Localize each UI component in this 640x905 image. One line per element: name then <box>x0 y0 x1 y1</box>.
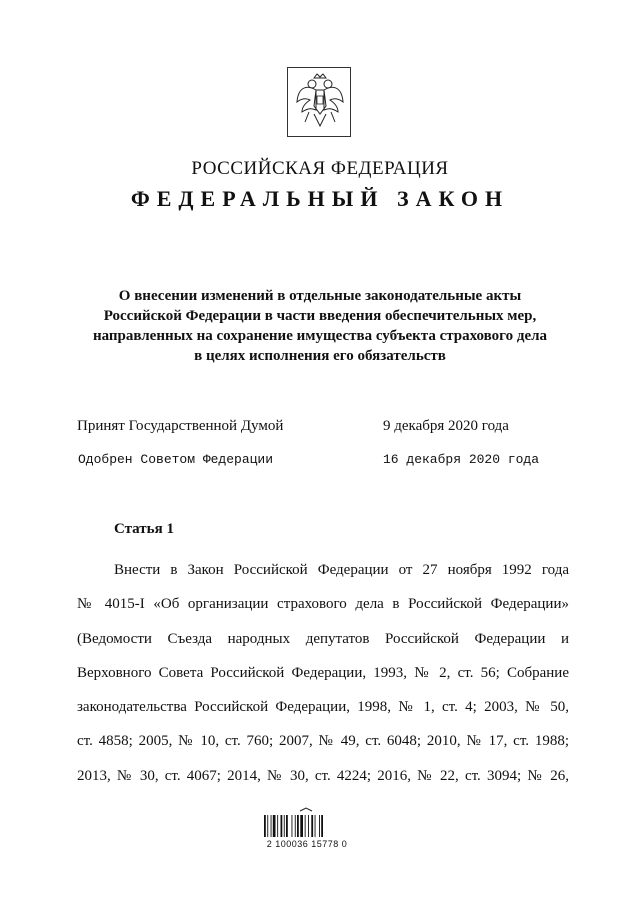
body-line: законодательства Российской Федерации, 1998, № 1, ст. 4; 2003, № 50, <box>77 699 569 716</box>
barcode-bar <box>284 815 285 837</box>
council-label: Одобрен Советом Федерации <box>78 452 274 467</box>
title-line: направленных на сохранение имущества субъекта страхового дела <box>92 328 548 344</box>
article-heading: Статья 1 <box>114 521 174 537</box>
body-line: 2013, № 30, ст. 4067; 2014, № 30, ст. 4224; 2016, № 22, ст. 3094; № 26, <box>77 767 569 784</box>
title-line: в целях исполнения его обязательств <box>194 348 446 364</box>
barcode-bar <box>305 815 306 837</box>
duma-label: Принят Государственной Думой <box>77 418 284 434</box>
barcode-bar <box>300 815 303 837</box>
country-name: РОССИЙСКАЯ ФЕДЕРАЦИЯ <box>191 158 449 179</box>
barcode-bar <box>286 815 288 837</box>
barcode-bar <box>319 815 320 837</box>
body-line: № 4015-I «Об организации страхового дела в Российской Федерации» <box>77 596 569 613</box>
body-line: (Ведомости Съезда народных депутатов Российской Федерации и <box>77 630 569 647</box>
barcode-bar <box>271 815 272 837</box>
barcode-bar <box>292 815 293 837</box>
document-type: ФЕДЕРАЛЬНЫЙ ЗАКОН <box>130 186 510 211</box>
body-line: ст. 4858; 2005, № 10, ст. 760; 2007, № 49, ст. 6048; 2010, № 17, ст. 1988; <box>77 733 569 750</box>
barcode-bar <box>311 815 313 837</box>
barcode-bar <box>321 815 323 837</box>
body-line: Верховного Совета Российской Федерации, 1993, № 2, ст. 56; Собрание <box>77 664 569 681</box>
barcode-bar <box>273 815 276 837</box>
barcode-bar <box>281 815 283 837</box>
barcode-bar <box>315 815 316 837</box>
barcode-bar <box>308 815 309 837</box>
barcode-bar <box>295 815 296 837</box>
body-line: Внести в Закон Российской Федерации от 27 ноября 1992 года <box>114 562 569 578</box>
coat-of-arms-icon <box>287 67 351 137</box>
barcode-bar <box>297 815 299 837</box>
article-body <box>77 553 569 793</box>
council-date: 16 декабря 2020 года <box>383 452 540 467</box>
law-title <box>60 286 580 366</box>
title-line: О внесении изменений в отдельные законодательные акты <box>118 288 522 304</box>
barcode-bar <box>264 815 266 837</box>
barcode-icon <box>262 807 352 857</box>
duma-date: 9 декабря 2020 года <box>383 418 509 434</box>
barcode-bar <box>267 815 268 837</box>
barcode-number: 2 100036 15778 0 <box>266 839 348 849</box>
title-line: Российской Федерации в части введения обеспечительных мер, <box>103 308 537 324</box>
barcode-bar <box>277 815 278 837</box>
